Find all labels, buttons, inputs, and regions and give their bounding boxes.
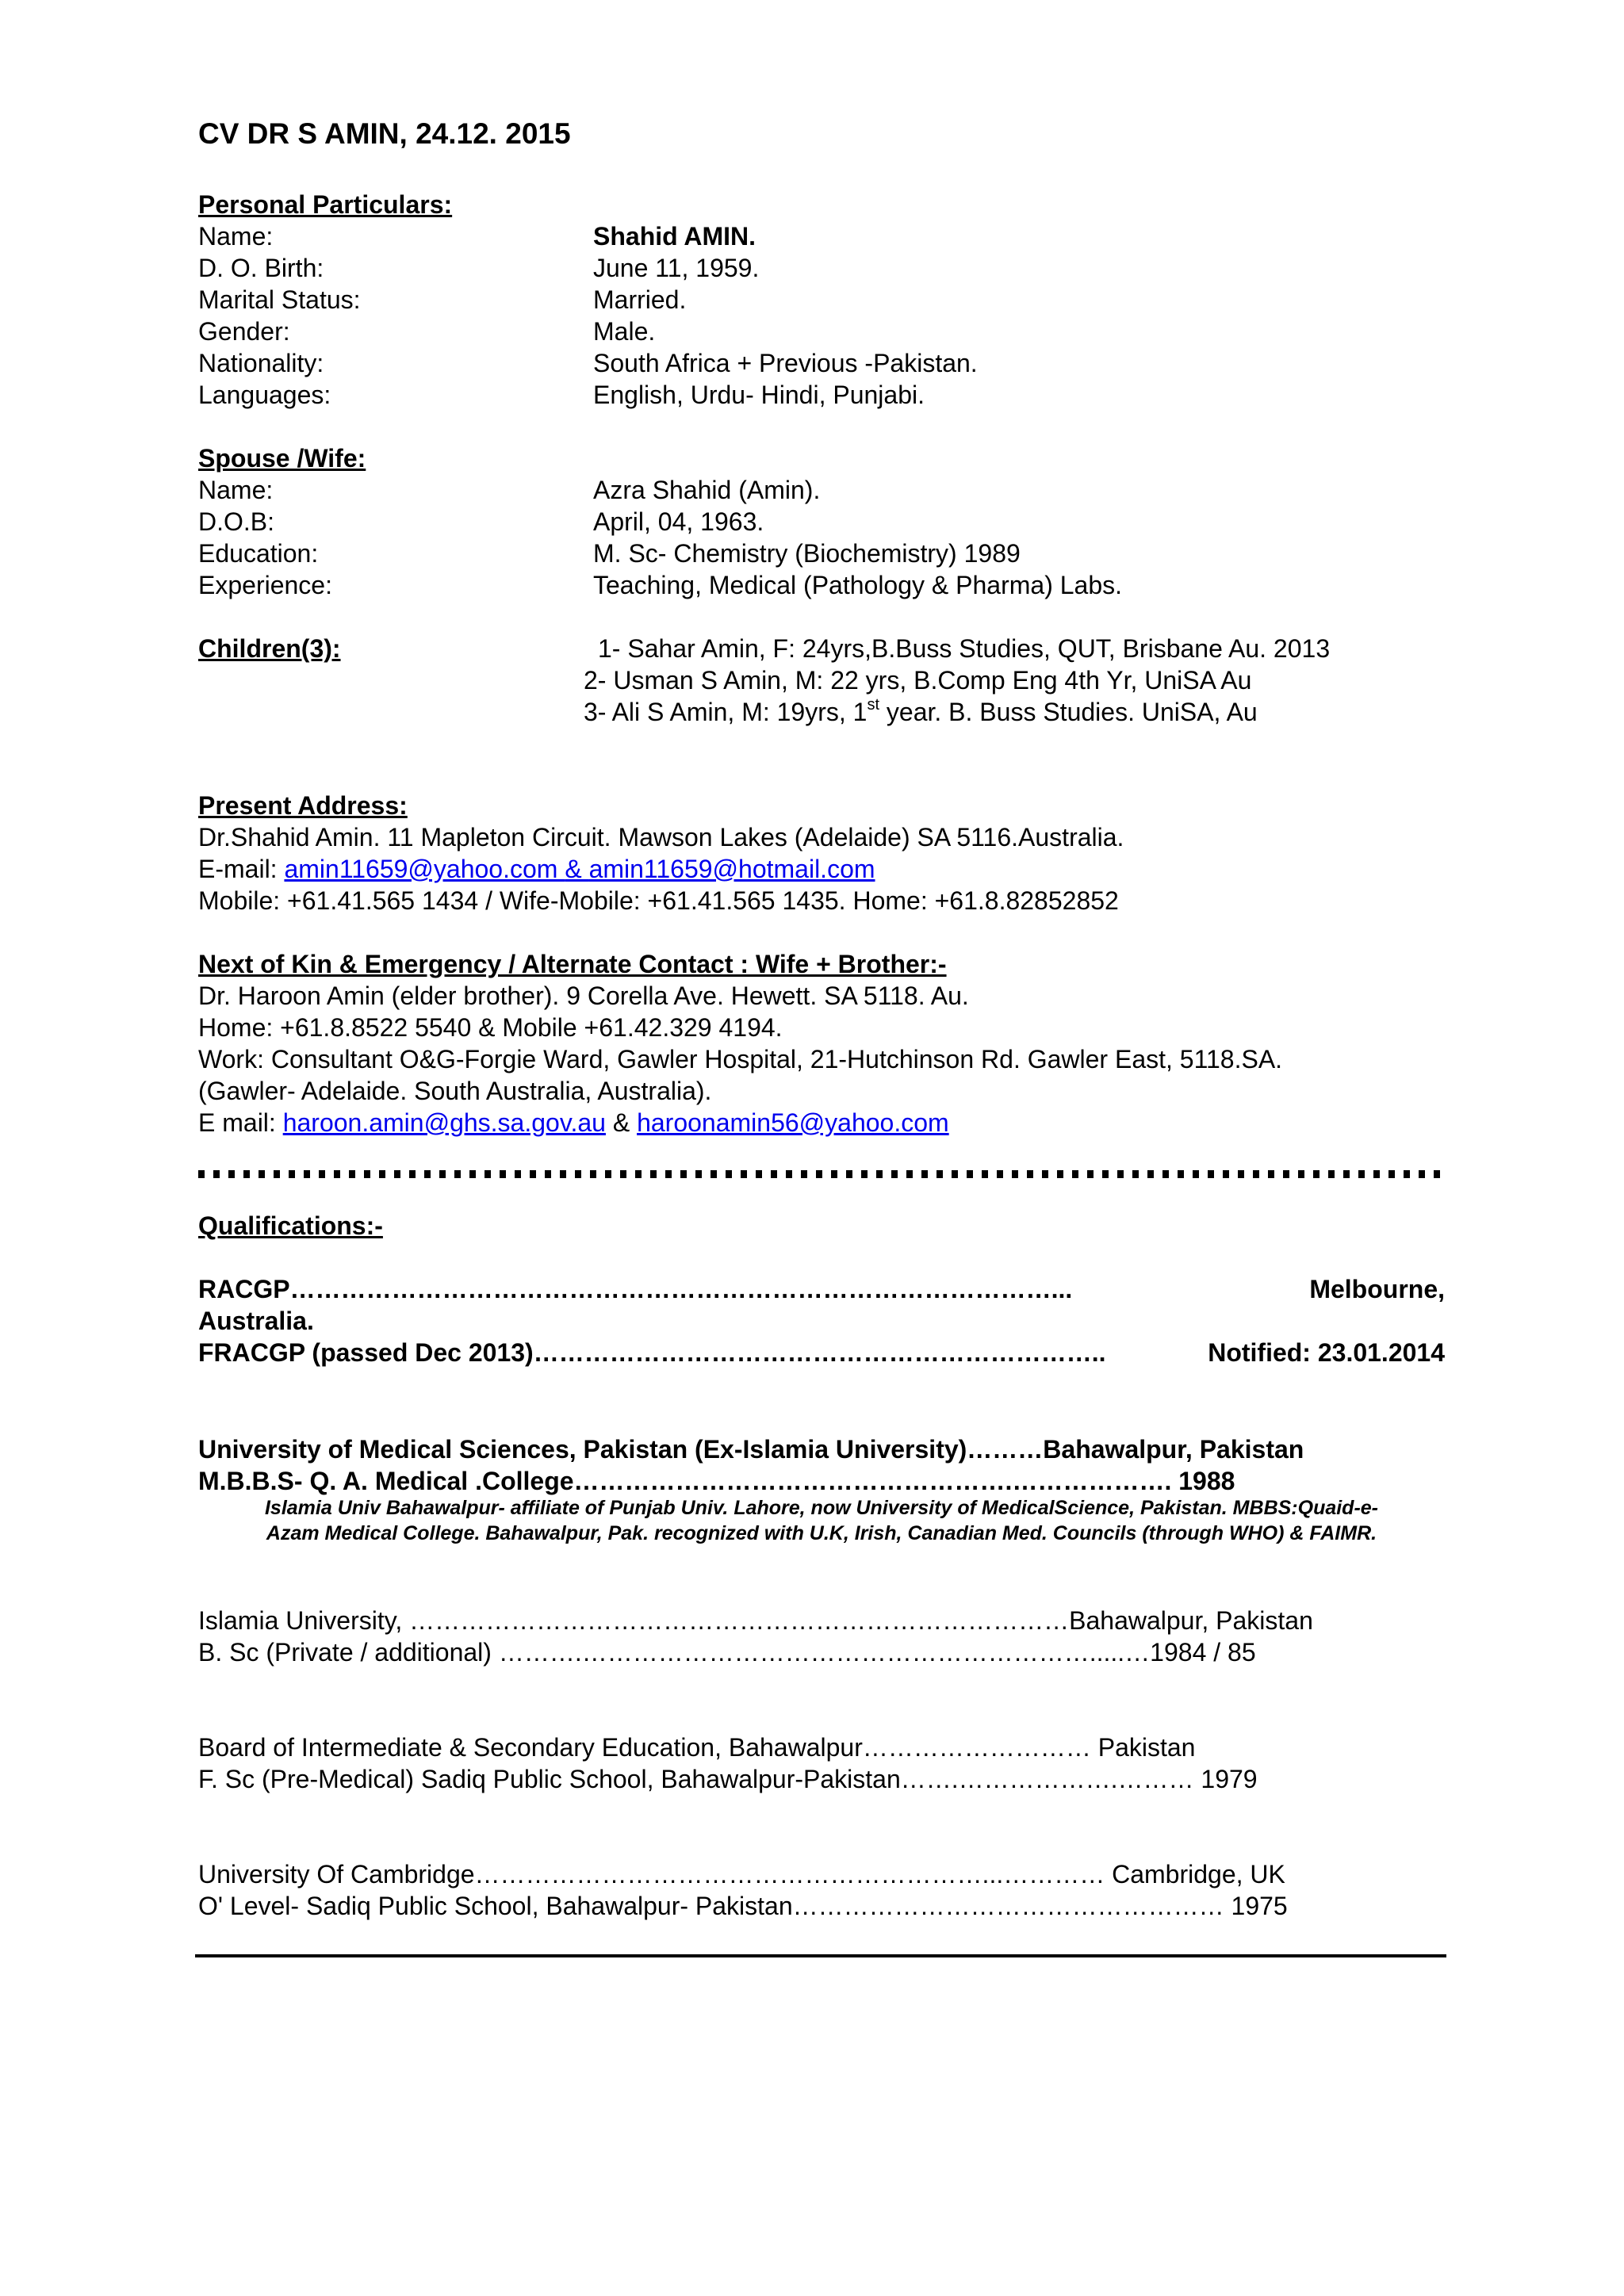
row-value: June 11, 1959. (593, 254, 760, 282)
bottom-divider (195, 1954, 1446, 1957)
row-label: Experience: (198, 571, 332, 599)
email-separator: & (565, 855, 589, 883)
mbbs-note: Islamia Univ Bahawalpur- affiliate of Punjab Univ. Lahore, now University of MedicalScience, Pakistan. MBBS:Quaid-e- (264, 1497, 1379, 1519)
address-email-line (198, 853, 875, 885)
child-item: 1- Sahar Amin, F: 24yrs,B.Buss Studies, QUT, Brisbane Au. 2013 (598, 634, 1331, 663)
document-title: CV DR S AMIN, 24.12. 2015 (198, 117, 571, 150)
row-label: Nationality: (198, 349, 324, 377)
email-link-ghs[interactable]: haroon.amin@ghs.sa.gov.au (282, 1108, 606, 1137)
address-phones: Mobile: +61.41.565 1434 / Wife-Mobile: +61.41.565 1435. Home: +61.8.82852852 (198, 886, 1119, 915)
ums-line: University of Medical Sciences, Pakistan (Ex-Islamia University)………Bahawalpur, Pakistan (198, 1435, 1304, 1464)
kin-line: Dr. Haroon Amin (elder brother). 9 Corella Ave. Hewett. SA 5118. Au. (198, 982, 969, 1010)
row-label: D. O. Birth: (198, 254, 324, 282)
bsc-line: B. Sc (Private / additional) ……….…………………………………………………….....…1984 / 85 (198, 1638, 1256, 1667)
board-line: Board of Intermediate & Secondary Education, Bahawalpur……………………… Pakistan (198, 1733, 1196, 1762)
email-prefix: E mail: (198, 1108, 283, 1137)
racgp-line (198, 1273, 1445, 1305)
child-item: 2- Usman S Amin, M: 22 yrs, B.Comp Eng 4th Yr, UniSA Au (584, 666, 1252, 695)
racgp-text: RACGP………………………………………………………………………………... (198, 1275, 1073, 1303)
row-value: English, Urdu- Hindi, Punjabi. (593, 381, 925, 409)
row-value: M. Sc- Chemistry (Biochemistry) 1989 (593, 539, 1021, 568)
child-text: 3- Ali S Amin, M: 19yrs, 1 (584, 698, 868, 726)
email-prefix: E-mail: (198, 855, 285, 883)
kin-line: (Gawler- Adelaide. South Australia, Australia). (198, 1077, 712, 1105)
row-label: Marital Status: (198, 285, 361, 314)
personal-heading: Personal Particulars: (198, 190, 453, 219)
row-value: Shahid AMIN. (593, 222, 756, 251)
kin-email-line (198, 1107, 949, 1138)
qualifications-heading: Qualifications:- (198, 1211, 383, 1240)
row-value: Married. (593, 285, 687, 314)
kin-line: Work: Consultant O&G-Forgie Ward, Gawler Hospital, 21-Hutchinson Rd. Gawler East, 5118.SA. (198, 1045, 1283, 1073)
email-separator: & (605, 1108, 638, 1137)
email-link-yahoo-brother[interactable]: haroonamin56@yahoo.com (637, 1108, 949, 1137)
mbbs-note: Azam Medical College. Bahawalpur, Pak. recognized with U.K, Irish, Canadian Med. Councils (through WHO) & FAIMR. (266, 1522, 1377, 1544)
row-label: Name: (198, 222, 274, 251)
children-heading: Children(3): (198, 634, 341, 663)
dotted-divider (198, 1170, 1443, 1178)
mbbs-line: M.B.B.S- Q. A. Medical .College…………………………………………….………………. 1988 (198, 1467, 1235, 1495)
fracgp-line (198, 1337, 1445, 1368)
racgp-country: Australia. (198, 1307, 314, 1335)
row-value: Azra Shahid (Amin). (593, 476, 821, 504)
spouse-heading: Spouse /Wife: (198, 444, 366, 473)
email-link-yahoo[interactable]: amin11659@yahoo.com (284, 855, 565, 883)
child-item (584, 696, 1258, 728)
fracgp-text: FRACGP (passed Dec 2013)………………………………………………………….. (198, 1338, 1106, 1367)
islamia-line: Islamia University, ……………………………………………………………………Bahawalpur, Pakistan (198, 1606, 1313, 1635)
fracgp-notified: Notified: 23.01.2014 (1208, 1338, 1445, 1367)
address-heading: Present Address: (198, 791, 408, 820)
row-label: Education: (198, 539, 319, 568)
address-line: Dr.Shahid Amin. 11 Mapleton Circuit. Mawson Lakes (Adelaide) SA 5116.Australia. (198, 823, 1124, 851)
row-value: April, 04, 1963. (593, 507, 764, 536)
kin-line: Home: +61.8.8522 5540 & Mobile +61.42.329 4194. (198, 1013, 783, 1042)
email-link-hotmail[interactable]: amin11659@hotmail.com (588, 855, 875, 883)
ordinal-suffix: st (867, 696, 880, 714)
racgp-location: Melbourne, (1309, 1275, 1445, 1303)
cambridge-line: University Of Cambridge……………………………………………………...………… Cambridge, UK (198, 1860, 1285, 1888)
olevel-line: O' Level- Sadiq Public School, Bahawalpur- Pakistan…………………………………………… 1975 (198, 1892, 1288, 1920)
fsc-line: F. Sc (Pre-Medical) Sadiq Public School, Bahawalpur-Pakistan…….……………….……… 1979 (198, 1765, 1258, 1793)
row-value: South Africa + Previous -Pakistan. (593, 349, 978, 377)
row-label: D.O.B: (198, 507, 275, 536)
child-text: year. B. Buss Studies. UniSA, Au (879, 698, 1258, 726)
kin-heading: Next of Kin & Emergency / Alternate Contact : Wife + Brother:- (198, 950, 947, 978)
row-value: Male. (593, 317, 656, 346)
row-label: Name: (198, 476, 274, 504)
row-label: Gender: (198, 317, 290, 346)
row-label: Languages: (198, 381, 331, 409)
row-value: Teaching, Medical (Pathology & Pharma) Labs. (593, 571, 1123, 599)
